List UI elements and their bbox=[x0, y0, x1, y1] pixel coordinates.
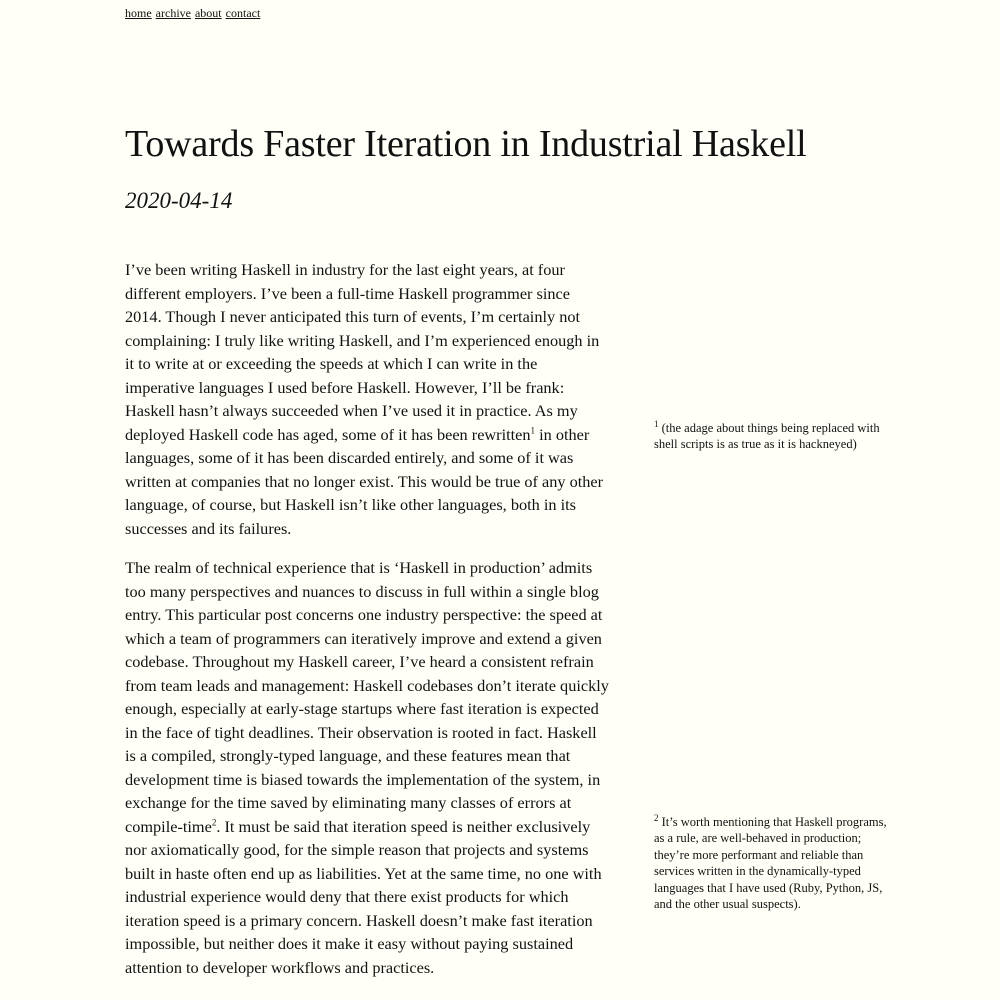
nav-link-archive[interactable]: archive bbox=[155, 6, 191, 20]
paragraph-2-text-b: . It must be said that iteration speed is neither exclusively nor axiomatically good, for the simple reason that projects and systems built in haste often end up as liabilities. Yet at the same time, no one with industrial experience would deny that there exist products for which iteration speed is a primary concern. Haskell doesn’t make fast iteration impossible, but neither does it make it easy without paying sustained attention to developer workflows and practices. bbox=[125, 816, 602, 977]
sidenote-2 bbox=[654, 814, 894, 912]
top-nav bbox=[125, 5, 261, 21]
sidenote-1-text: (the adage about things being replaced with shell scripts is as true as it is hackneyed) bbox=[654, 421, 880, 452]
sidenote-2-number: 2 bbox=[654, 812, 659, 823]
paragraph-1-text-a: I’ve been writing Haskell in industry for the last eight years, at four different employers. I’ve been a full-time Haskell programmer since 2014. Though I never anticipated this turn of events, I’m certainly not complaining: I truly like writing Haskell, and I’m experienced enough in it to write at or exceeding the speeds at which I can write in the imperative languages I used before Haskell. However, I’ll be frank: Haskell hasn’t always succeeded when I’ve used it in practice. As my deployed Haskell code has aged, some of it has been rewritten bbox=[125, 260, 600, 444]
sidenote-1-number: 1 bbox=[654, 418, 659, 429]
sidenote-ref-2[interactable]: 2 bbox=[211, 817, 217, 828]
paragraph-2-text-a: The realm of technical experience that is ‘Haskell in production’ admits too many perspectives and nuances to discuss in full within a single blog entry. This particular post concerns one industry perspective: the speed at which a team of programmers can iteratively improve and extend a given codebase. Throughout my Haskell career, I’ve heard a consistent refrain from team leads and management: Haskell codebases don’t iterate quickly enough, especially at early-stage startups where fast iteration is expected in the face of tight deadlines. Their observation is rooted in fact. Haskell is a compiled, strongly-typed language, and these features mean that development time is biased towards the implementation of the system, in exchange for the time saved by eliminating many classes of errors at compile-time bbox=[125, 558, 609, 836]
post-body bbox=[125, 258, 610, 995]
post-date: 2020-04-14 bbox=[125, 188, 233, 213]
sidenote-ref-1[interactable]: 1 bbox=[530, 425, 536, 436]
sidenote-2-text: It’s worth mentioning that Haskell programs, as a rule, are well-behaved in production; they’re more performant and reliable than services written in the dynamically-typed languages that I have used (Ruby, Python, JS, and the other usual suspects). bbox=[654, 815, 887, 912]
sidenote-1 bbox=[654, 420, 894, 453]
paragraph-1 bbox=[125, 258, 610, 540]
post-title: Towards Faster Iteration in Industrial Haskell bbox=[125, 123, 807, 165]
nav-link-about[interactable]: about bbox=[194, 6, 222, 20]
paragraph-2 bbox=[125, 556, 610, 979]
nav-link-contact[interactable]: contact bbox=[225, 6, 261, 20]
paragraph-1-text-b: in other languages, some of it has been discarded entirely, and some of it was written at companies that no longer exist. This would be true of any other language, of course, but Haskell isn’t like other languages, both in its successes and its failures. bbox=[125, 424, 604, 538]
nav-link-home[interactable]: home bbox=[125, 6, 152, 20]
